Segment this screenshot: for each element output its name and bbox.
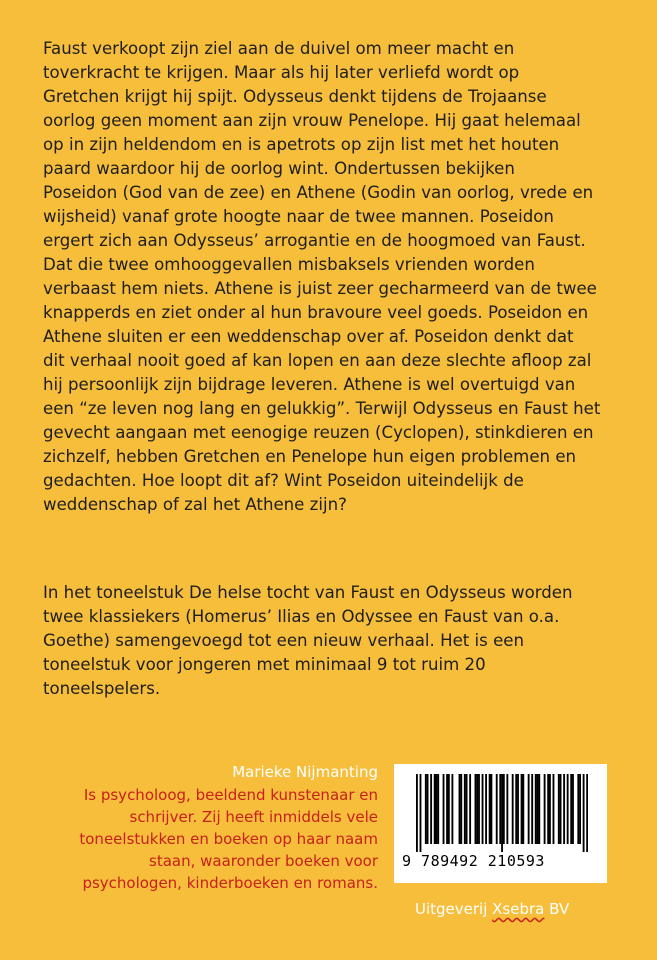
- barcode-bar: [489, 774, 491, 844]
- barcode-bar: [469, 774, 471, 844]
- barcode-bar: [515, 774, 517, 844]
- barcode-bar: [558, 774, 560, 844]
- barcode-bar: [560, 774, 562, 844]
- publisher-prefix: Uitgeverij: [415, 900, 493, 918]
- barcode-bar: [544, 774, 546, 844]
- author-bio: Is psycholoog, beeldend kunstenaar en schrijver. Zij heeft inmiddels vele toneelstukken en boeken op haar naam staan, waaronder boeken voor psychologen, kinderboeken en romans.: [79, 786, 378, 892]
- barcode-bar: [496, 774, 498, 844]
- barcode-bar: [482, 774, 484, 844]
- barcode-bar: [586, 774, 588, 852]
- author-name: Marieke Nijmanting: [232, 763, 378, 781]
- barcode-bar: [475, 774, 477, 844]
- barcode-bar: [522, 774, 524, 844]
- barcode-bar: [466, 774, 468, 844]
- barcode-bar: [443, 774, 445, 844]
- barcode-bars: [416, 774, 588, 852]
- barcode-bar: [448, 774, 450, 844]
- barcode-bar: [416, 774, 418, 852]
- barcode-bar: [501, 774, 503, 852]
- barcode-bar: [459, 774, 461, 844]
- publisher-suffix: BV: [544, 900, 570, 918]
- barcode-bar: [436, 774, 438, 844]
- barcode-bar: [535, 774, 537, 844]
- barcode-bar: [517, 774, 519, 844]
- barcode-bar: [490, 774, 492, 844]
- play-description-text: In het toneelstuk De helse tocht van Faust en Odysseus worden twee klassiekers (Homerus’ Ilias en Odyssee en Faust van o.a. Goethe) samengevoegd tot een nieuw verhaal. Het is een toneelstuk voor jongeren met minimaal 9 tot ruim 20 toneelspelers.: [43, 583, 573, 698]
- barcode-bar: [537, 774, 539, 844]
- publisher: [415, 900, 569, 918]
- barcode-bar: [476, 774, 478, 844]
- barcode-bar: [577, 774, 579, 844]
- barcode-bar: [528, 774, 530, 844]
- barcode-bar: [464, 774, 466, 844]
- publisher-name: Xsebra: [492, 900, 545, 918]
- barcode-bar: [521, 774, 523, 844]
- barcode-bar: [567, 774, 569, 844]
- barcode-bar: [420, 774, 422, 852]
- barcode-bar: [583, 774, 585, 852]
- barcode-bar: [512, 774, 514, 844]
- barcode-bar: [451, 774, 453, 844]
- barcode-bar: [538, 774, 540, 844]
- barcode-bar: [430, 774, 432, 844]
- barcode: [394, 764, 607, 883]
- barcode-bar: [553, 774, 555, 844]
- barcode-bar: [437, 774, 439, 844]
- isbn-number: 9 789492 210593: [402, 852, 545, 870]
- barcode-bar: [460, 774, 462, 844]
- barcode-bar: [485, 774, 487, 844]
- barcode-bar: [531, 774, 533, 844]
- barcode-bar: [563, 774, 565, 844]
- barcode-bar: [446, 774, 448, 844]
- barcode-bar: [499, 774, 501, 844]
- barcode-bar: [434, 774, 436, 844]
- barcode-bar: [425, 774, 427, 844]
- barcode-bar: [570, 774, 572, 844]
- barcode-bar: [572, 774, 574, 844]
- barcode-bar: [478, 774, 480, 844]
- barcode-bar: [427, 774, 429, 844]
- barcode-bar: [503, 774, 505, 844]
- synopsis-text: Faust verkoopt zijn ziel aan de duivel om meer macht en toverkracht te krijgen. Maar als hij later verliefd wordt op Gretchen krijgt hij spijt. Odysseus denkt tijdens de Trojaanse oorlog geen moment aan zijn vrouw Penelope. Hij gaat helemaal op in zijn heldendom en is apetrots op zijn list met het houten paard waardoor hij de oorlog wint. Ondertussen bekijken Poseidon (God van de zee) en Athene (Godin van oorlog, vrede en wijsheid) vanaf grote hoogte naar de twee mannen. Poseidon ergert zich aan Odysseus’ arrogantie en de hoogmoed van Faust. Dat die twee omhooggevallen misbaksels vrienden worden verbaast hem niets. Athene is juist zeer gecharmeerd van de twee knapperds en ziet onder al hun bravoure veel goeds. Poseidon en Athene sluiten er een weddenschap over af. Poseidon denkt dat dit verhaal nooit goed af kan lopen en aan deze slechte afloop zal hij persoonlijk zijn bijdrage leveren. Athene is wel overtuigd van een “ze leven nog lang en gelukkig”. Terwijl Odysseus en Faust het gevecht aangaan met eenogige reuzen (Cyclopen), stinkdieren en zichzelf, hebben Gretchen en Penelope hun eigen problemen en gedachten. Hoe loopt dit af? Wint Poseidon uiteindelijk de weddenschap of zal het Athene zijn?: [43, 39, 601, 514]
- barcode-bar: [547, 774, 549, 844]
- barcode-bar: [549, 774, 551, 844]
- barcode-bar: [506, 774, 508, 844]
- barcode-bar: [579, 774, 581, 844]
